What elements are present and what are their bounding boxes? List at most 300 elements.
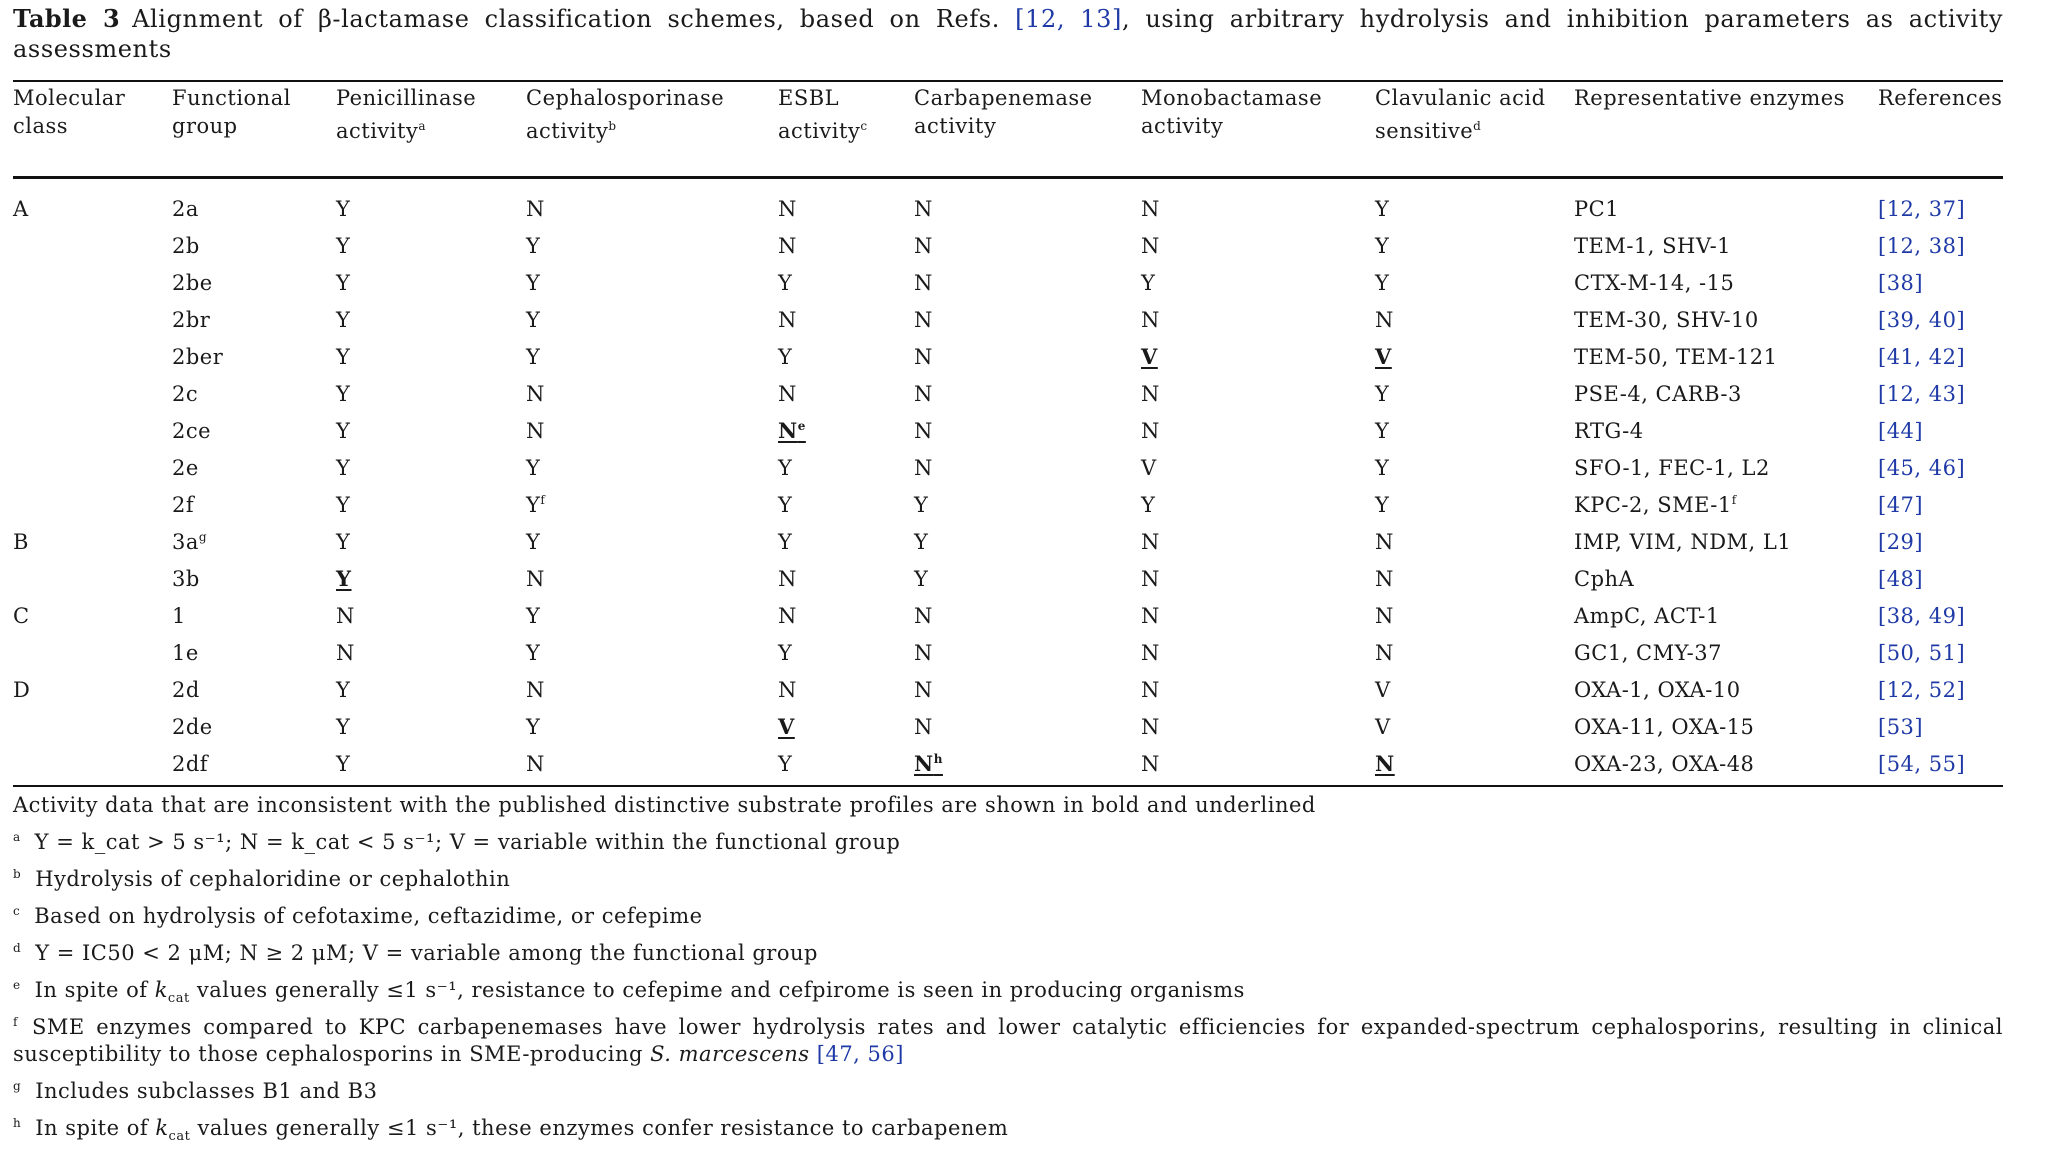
cell-text: 2ber — [172, 345, 224, 369]
cell-text: Y — [526, 604, 541, 628]
cell-text: N — [914, 197, 933, 221]
cell-text: RTG-4 — [1574, 419, 1644, 443]
cell-carbapenemase — [914, 344, 933, 370]
cell-footnote-mark: f — [1731, 493, 1737, 507]
footnote-b-mark: b — [13, 867, 22, 881]
cell-text: V — [1375, 678, 1391, 702]
cell-text: N — [526, 419, 545, 443]
cell-references[interactable] — [1878, 714, 1923, 740]
cell-text: Y — [336, 678, 351, 702]
cell-references[interactable] — [1878, 270, 1923, 296]
cell-esbl — [778, 566, 797, 592]
cell-functional-group — [172, 196, 199, 222]
cell-text: Y — [778, 345, 793, 369]
cell-carbapenemase — [914, 751, 943, 777]
cell-penicillinase — [336, 344, 350, 370]
cell-text: IMP, VIM, NDM, L1 — [1574, 530, 1792, 554]
cell-penicillinase — [336, 418, 350, 444]
cell-references[interactable] — [1878, 344, 1965, 370]
cell-text: Y — [526, 715, 541, 739]
cell-text: OXA-11, OXA-15 — [1574, 715, 1755, 739]
cell-carbapenemase — [914, 566, 928, 592]
cell-text: N — [1141, 567, 1160, 591]
table-label: Table 3 — [13, 4, 121, 33]
cell-esbl — [778, 233, 797, 259]
cell-representative-enzymes — [1574, 196, 1619, 222]
cell-penicillinase — [336, 233, 350, 259]
footnote-f-refs-link[interactable]: [47, 56] — [816, 1042, 904, 1066]
cell-text: 2df — [172, 752, 209, 776]
footnote-h-mark: h — [13, 1116, 22, 1130]
cell-text: Y — [1375, 234, 1390, 258]
cell-text: N — [1375, 751, 1395, 776]
cell-esbl — [778, 307, 797, 333]
footnote-h-kcat-sub: cat — [168, 1129, 191, 1145]
cell-text: N — [914, 604, 933, 628]
cell-text: 2a — [172, 197, 199, 221]
cell-esbl — [778, 344, 792, 370]
cell-cephalosporinase — [526, 566, 545, 592]
cell-monobactamase — [1141, 455, 1157, 481]
cell-clavulanic — [1375, 640, 1394, 666]
cell-functional-group — [172, 418, 211, 444]
cell-clavulanic — [1375, 381, 1389, 407]
cell-text: N — [1375, 567, 1394, 591]
caption-refs-link[interactable]: [12, 13] — [1015, 5, 1122, 33]
cell-cephalosporinase — [526, 677, 545, 703]
cell-clavulanic — [1375, 455, 1389, 481]
cell-text: N — [1375, 604, 1394, 628]
cell-cephalosporinase — [526, 270, 540, 296]
column-header-penicillinase — [336, 84, 516, 145]
cell-text: Y — [1375, 271, 1390, 295]
column-header-label: Carbapenemase activity — [914, 86, 1093, 138]
cell-esbl — [778, 529, 792, 555]
cell-text: N — [526, 678, 545, 702]
footnote-b-text: Hydrolysis of cephaloridine or cephalothin — [35, 867, 511, 891]
cell-text: TEM-1, SHV-1 — [1574, 234, 1732, 258]
cell-carbapenemase — [914, 455, 933, 481]
cell-text: CphA — [1574, 567, 1635, 591]
cell-carbapenemase — [914, 307, 933, 333]
cell-representative-enzymes — [1574, 492, 1737, 518]
cell-text: A — [13, 197, 29, 221]
column-header-label: Molecular class — [13, 86, 126, 138]
cell-penicillinase — [336, 455, 350, 481]
cell-text: Y — [778, 641, 793, 665]
caption-text-end: , using arbitrary hydrolysis and inhibition parameters as activity assessments — [13, 5, 2004, 63]
cell-footnote-mark: f — [540, 493, 546, 507]
cell-esbl — [778, 381, 797, 407]
cell-text: [48] — [1878, 567, 1924, 591]
cell-cephalosporinase — [526, 196, 545, 222]
cell-references[interactable] — [1878, 529, 1923, 555]
cell-functional-group — [172, 566, 200, 592]
cell-monobactamase — [1141, 566, 1160, 592]
cell-text: [45, 46] — [1878, 456, 1966, 480]
cell-text: N — [778, 567, 797, 591]
cell-text: N — [1141, 752, 1160, 776]
cell-monobactamase — [1141, 344, 1158, 370]
column-header-label: Monobactamase activity — [1141, 86, 1323, 138]
cell-esbl — [778, 603, 797, 629]
cell-text: PC1 — [1574, 197, 1620, 221]
cell-text: C — [13, 604, 30, 628]
header-rule — [13, 176, 2003, 179]
cell-penicillinase — [336, 714, 350, 740]
footnote-d-mark: d — [13, 941, 22, 955]
cell-penicillinase — [336, 307, 350, 333]
column-header-footnote-mark: d — [1473, 119, 1482, 133]
cell-text: Y — [914, 493, 929, 517]
cell-text: V — [778, 714, 795, 739]
cell-penicillinase — [336, 270, 350, 296]
cell-text: [12, 43] — [1878, 382, 1966, 406]
cell-carbapenemase — [914, 381, 933, 407]
cell-clavulanic — [1375, 344, 1392, 370]
cell-monobactamase — [1141, 640, 1160, 666]
cell-clavulanic — [1375, 603, 1394, 629]
column-header-label: Penicillinase activity — [336, 86, 477, 143]
cell-clavulanic — [1375, 307, 1394, 333]
cell-text: Y — [1141, 271, 1156, 295]
footnote-a-text: Y = k_cat > 5 s⁻¹; N = k_cat < 5 s⁻¹; V = variable within the functional group — [34, 830, 901, 854]
cell-text: V — [1375, 715, 1391, 739]
top-rule — [13, 80, 2003, 82]
cell-clavulanic — [1375, 529, 1394, 555]
cell-references[interactable] — [1878, 566, 1923, 592]
cell-text: AmpC, ACT-1 — [1574, 604, 1720, 628]
footnote-intro: Activity data that are inconsistent with the published distinctive substrate profiles are shown in bold and underlined — [13, 793, 1316, 817]
cell-functional-group — [172, 307, 210, 333]
cell-cephalosporinase — [526, 492, 545, 518]
cell-text: N — [1375, 308, 1394, 332]
cell-references[interactable] — [1878, 307, 1965, 333]
cell-monobactamase — [1141, 529, 1160, 555]
cell-functional-group — [172, 529, 207, 555]
cell-text: [44] — [1878, 419, 1924, 443]
cell-text: 2be — [172, 271, 213, 295]
cell-text: Y — [778, 530, 793, 554]
cell-references[interactable] — [1878, 751, 1965, 777]
cell-text: [53] — [1878, 715, 1924, 739]
cell-clavulanic — [1375, 677, 1391, 703]
cell-text: N — [1141, 419, 1160, 443]
cell-representative-enzymes — [1574, 344, 1778, 370]
cell-text: Y — [778, 456, 793, 480]
footnote-h-kcat: k — [155, 1116, 169, 1140]
cell-representative-enzymes — [1574, 233, 1731, 259]
cell-text: OXA-23, OXA-48 — [1574, 752, 1755, 776]
cell-monobactamase — [1141, 381, 1160, 407]
cell-text: Y — [526, 271, 541, 295]
column-header-footnote-mark: a — [418, 119, 426, 133]
cell-text: Y — [778, 752, 793, 776]
cell-text: Y — [336, 382, 351, 406]
footnote-b — [13, 866, 2003, 893]
cell-text: N — [914, 751, 934, 776]
cell-penicillinase — [336, 381, 350, 407]
cell-esbl — [778, 751, 792, 777]
cell-text: N — [914, 715, 933, 739]
cell-text: N — [1141, 197, 1160, 221]
cell-monobactamase — [1141, 307, 1160, 333]
cell-representative-enzymes — [1574, 529, 1791, 555]
cell-text: N — [778, 418, 798, 443]
cell-representative-enzymes — [1574, 677, 1741, 703]
table-caption — [13, 4, 2003, 64]
column-header-label: ESBL activity — [778, 86, 861, 143]
cell-text: Y — [526, 641, 541, 665]
cell-text: N — [778, 604, 797, 628]
cell-text: Y — [336, 271, 351, 295]
cell-text: [12, 52] — [1878, 678, 1966, 702]
cell-text: Y — [336, 234, 351, 258]
cell-clavulanic — [1375, 566, 1394, 592]
cell-text: D — [13, 678, 31, 702]
cell-text: N — [914, 308, 933, 332]
cell-esbl — [778, 640, 792, 666]
cell-text: [12, 37] — [1878, 197, 1966, 221]
cell-text: N — [1375, 641, 1394, 665]
column-header-label: Cephalosporinase activity — [526, 86, 725, 143]
cell-text: N — [1141, 234, 1160, 258]
cell-esbl — [778, 455, 792, 481]
cell-text: [50, 51] — [1878, 641, 1966, 665]
cell-text: Y — [1375, 382, 1390, 406]
cell-carbapenemase — [914, 603, 933, 629]
footnote-h-text-end: values generally ≤1 s⁻¹, these enzymes confer resistance to carbapenem — [197, 1116, 1009, 1140]
caption-text-start: Alignment of β-lactamase classification schemes, based on Refs. — [132, 5, 1000, 33]
cell-text: N — [526, 382, 545, 406]
cell-text: N — [526, 567, 545, 591]
column-header-label: Clavulanic acid sensitive — [1375, 86, 1546, 143]
footnote-e-text-start: In spite of — [34, 978, 148, 1002]
cell-text: Y — [1375, 456, 1390, 480]
cell-text: Y — [914, 530, 929, 554]
cell-text: Y — [526, 308, 541, 332]
footnote-e-kcat-sub: cat — [167, 991, 190, 1007]
cell-text: N — [1141, 678, 1160, 702]
cell-text: N — [1141, 308, 1160, 332]
footnote-e-text-end: values generally ≤1 s⁻¹, resistance to cefepime and cefpirome is seen in producing organisms — [196, 978, 1245, 1002]
cell-carbapenemase — [914, 418, 933, 444]
cell-text: N — [1141, 715, 1160, 739]
cell-text: N — [778, 308, 797, 332]
cell-clavulanic — [1375, 233, 1389, 259]
cell-text: N — [914, 382, 933, 406]
cell-functional-group — [172, 233, 200, 259]
cell-text: 2c — [172, 382, 199, 406]
cell-text: Y — [778, 271, 793, 295]
column-header-carbapenemase — [914, 84, 1134, 140]
cell-text: N — [914, 456, 933, 480]
cell-cephalosporinase — [526, 751, 545, 777]
cell-text: Y — [526, 345, 541, 369]
footnote-f-organism: S. marcescens — [650, 1042, 810, 1066]
cell-text: TEM-30, SHV-10 — [1574, 308, 1759, 332]
footnote-e — [13, 977, 2003, 1007]
cell-text: N — [336, 641, 355, 665]
footnote-h-text-start: In spite of — [35, 1116, 149, 1140]
cell-monobactamase — [1141, 677, 1160, 703]
cell-monobactamase — [1141, 751, 1160, 777]
cell-text: N — [914, 345, 933, 369]
cell-text: N — [914, 234, 933, 258]
cell-functional-group — [172, 270, 213, 296]
cell-esbl — [778, 714, 795, 740]
cell-text: Y — [526, 456, 541, 480]
cell-text: 3b — [172, 567, 200, 591]
cell-cephalosporinase — [526, 603, 540, 629]
cell-references[interactable] — [1878, 677, 1965, 703]
cell-penicillinase — [336, 529, 350, 555]
cell-monobactamase — [1141, 233, 1160, 259]
cell-text: [41, 42] — [1878, 345, 1966, 369]
column-header-label: Functional group — [172, 86, 291, 138]
cell-text: Y — [526, 530, 541, 554]
cell-representative-enzymes — [1574, 418, 1644, 444]
cell-penicillinase — [336, 603, 355, 629]
bottom-rule — [13, 785, 2003, 787]
cell-text: 2d — [172, 678, 200, 702]
cell-penicillinase — [336, 640, 355, 666]
cell-clavulanic — [1375, 492, 1389, 518]
cell-carbapenemase — [914, 233, 933, 259]
cell-text: Y — [336, 345, 351, 369]
cell-penicillinase — [336, 196, 350, 222]
cell-text: [54, 55] — [1878, 752, 1966, 776]
cell-text: V — [1375, 344, 1392, 369]
cell-representative-enzymes — [1574, 270, 1734, 296]
cell-text: [38, 49] — [1878, 604, 1966, 628]
cell-text: [29] — [1878, 530, 1924, 554]
cell-text: Y — [336, 197, 351, 221]
cell-functional-group — [172, 455, 199, 481]
cell-text: Y — [1375, 197, 1390, 221]
cell-text: 3a — [172, 530, 199, 554]
cell-text: N — [1141, 530, 1160, 554]
cell-text: OXA-1, OXA-10 — [1574, 678, 1741, 702]
cell-text: N — [914, 419, 933, 443]
cell-text: Y — [336, 566, 352, 591]
column-header-label: References — [1878, 86, 2003, 110]
footnote-c — [13, 903, 2003, 930]
column-header-monobactamase — [1141, 84, 1366, 140]
cell-representative-enzymes — [1574, 751, 1754, 777]
cell-representative-enzymes — [1574, 381, 1742, 407]
cell-cephalosporinase — [526, 455, 540, 481]
cell-functional-group — [172, 344, 223, 370]
cell-functional-group — [172, 381, 198, 407]
footnote-f — [13, 1014, 2003, 1068]
cell-penicillinase — [336, 677, 350, 703]
cell-text: 2br — [172, 308, 211, 332]
cell-clavulanic — [1375, 751, 1395, 777]
cell-cephalosporinase — [526, 344, 540, 370]
cell-cephalosporinase — [526, 307, 540, 333]
cell-monobactamase — [1141, 492, 1155, 518]
cell-text: [47] — [1878, 493, 1924, 517]
cell-penicillinase — [336, 492, 350, 518]
cell-text: N — [1141, 641, 1160, 665]
cell-text: 1 — [172, 604, 186, 628]
cell-clavulanic — [1375, 418, 1389, 444]
cell-references[interactable] — [1878, 381, 1965, 407]
column-header-label: Representative enzymes — [1574, 86, 1845, 110]
footnote-d — [13, 940, 2003, 967]
cell-representative-enzymes — [1574, 603, 1720, 629]
cell-references[interactable] — [1878, 233, 1965, 259]
cell-molecular-class — [13, 677, 30, 703]
cell-references[interactable] — [1878, 640, 1965, 666]
cell-monobactamase — [1141, 603, 1160, 629]
cell-text: Y — [914, 567, 929, 591]
footnote-f-mark: f — [13, 1015, 18, 1029]
cell-references[interactable] — [1878, 492, 1923, 518]
cell-text: N — [914, 641, 933, 665]
cell-representative-enzymes — [1574, 566, 1634, 592]
cell-text: Y — [336, 530, 351, 554]
cell-references[interactable] — [1878, 455, 1965, 481]
cell-text: B — [13, 530, 29, 554]
cell-text: N — [914, 271, 933, 295]
cell-text: CTX-M-14, -15 — [1574, 271, 1735, 295]
cell-esbl — [778, 418, 806, 444]
cell-monobactamase — [1141, 418, 1160, 444]
cell-penicillinase — [336, 751, 350, 777]
cell-penicillinase — [336, 566, 352, 592]
cell-text: KPC-2, SME-1 — [1574, 493, 1732, 517]
cell-carbapenemase — [914, 677, 933, 703]
cell-text: [12, 38] — [1878, 234, 1966, 258]
cell-text: 2de — [172, 715, 213, 739]
cell-cephalosporinase — [526, 418, 545, 444]
cell-footnote-mark: g — [198, 530, 208, 544]
column-header-esbl — [778, 84, 908, 145]
cell-text: N — [1375, 530, 1394, 554]
cell-references[interactable] — [1878, 196, 1965, 222]
cell-text: [38] — [1878, 271, 1924, 295]
cell-text: N — [526, 197, 545, 221]
footnote-a-mark: a — [13, 830, 21, 844]
cell-text: Y — [778, 493, 793, 517]
footnote-e-mark: e — [13, 978, 21, 992]
cell-cephalosporinase — [526, 529, 540, 555]
cell-text: Y — [1141, 493, 1156, 517]
cell-carbapenemase — [914, 492, 928, 518]
column-header-functional-group — [172, 84, 322, 140]
cell-monobactamase — [1141, 714, 1160, 740]
cell-text: V — [1141, 456, 1157, 480]
cell-cephalosporinase — [526, 381, 545, 407]
cell-references[interactable] — [1878, 418, 1923, 444]
cell-cephalosporinase — [526, 714, 540, 740]
footnote-g-mark: g — [13, 1079, 22, 1093]
footnote-d-text: Y = IC50 < 2 μM; N ≥ 2 μM; V = variable among the functional group — [35, 941, 818, 965]
cell-text: N — [778, 678, 797, 702]
cell-monobactamase — [1141, 196, 1160, 222]
cell-text: N — [778, 197, 797, 221]
cell-text: Y — [526, 234, 541, 258]
cell-functional-group — [172, 751, 208, 777]
cell-text: Y — [336, 419, 351, 443]
cell-carbapenemase — [914, 270, 933, 296]
cell-representative-enzymes — [1574, 714, 1754, 740]
cell-text: PSE-4, CARB-3 — [1574, 382, 1742, 406]
cell-references[interactable] — [1878, 603, 1965, 629]
cell-functional-group — [172, 640, 199, 666]
